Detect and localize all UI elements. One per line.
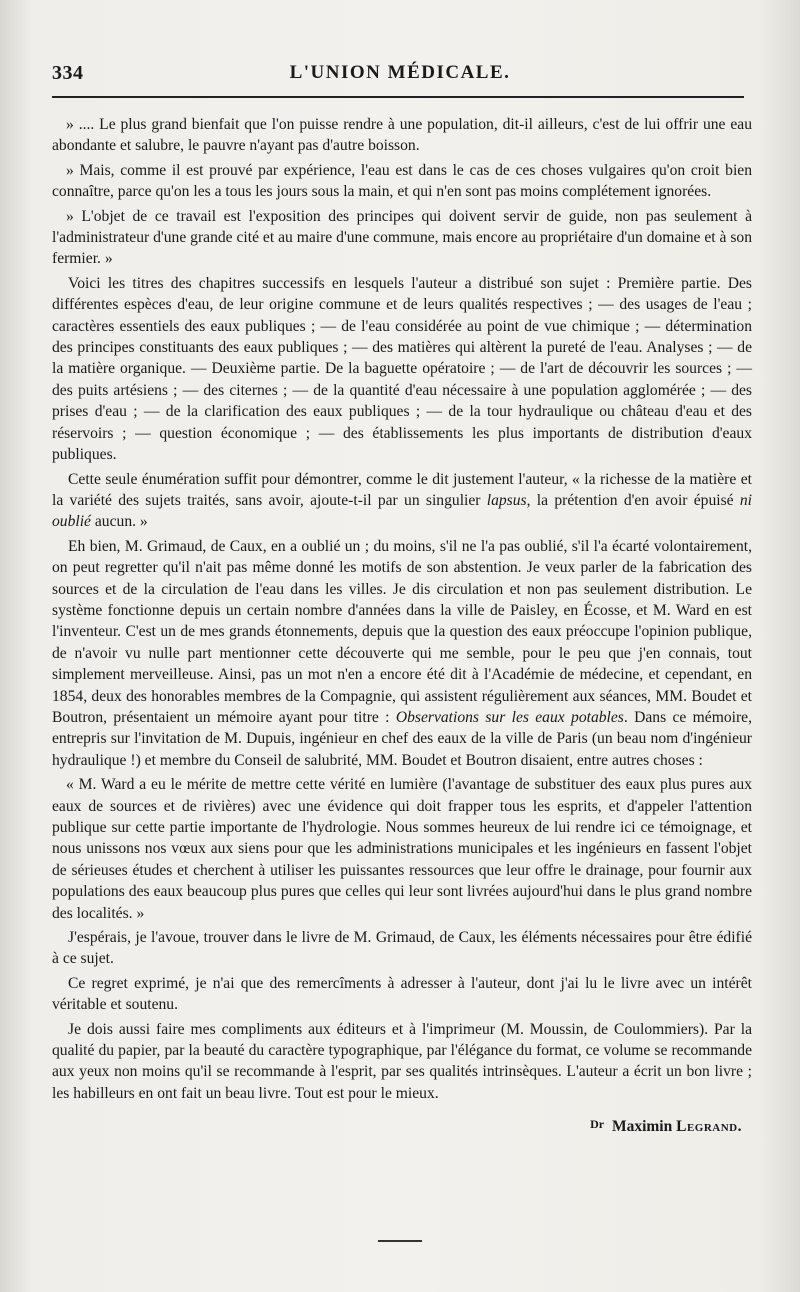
running-title: L'UNION MÉDICALE.: [289, 62, 511, 83]
page-number: 334: [52, 62, 84, 84]
paragraph-quote-3: » L'objet de ce travail est l'exposition des principes qui doivent servir de guide, non pas seulement à l'administrateur d'une grande cité et au maire d'une commune, mais encore au propriétaire d'un domaine et à son fermier. »: [52, 207, 752, 268]
header-rule: [52, 96, 744, 98]
paragraph-boudet-quote: « M. Ward a eu le mérite de mettre cette vérité en lumière (l'avantage de substituer des eaux plus pures aux eaux de sources et de rivières) avec une évidence qui doit frapper tous les esprits, et d'appeler l'attention publique sur cette partie importante de l'hydrologie. Nous sommes heureux de lui rendre ici ce témoignage, et nous unissons nos vœux aux siens pour que les administrations municipales et les ingénieurs en fassent l'objet de sérieuses études et cherchent à utiliser les puissantes ressources que leur offre le drainage, pour fournir aux populations des eaux beaucoup plus pures que celles qui leur sont livrées aujourd'hui dans le plus grand nombre des localités. »: [52, 776, 752, 922]
paragraph-ward-system: [52, 536, 752, 771]
paragraph-compliments: Je dois aussi faire mes compliments aux éditeurs et à l'imprimeur (M. Moussin, de Coulommiers). Par la qualité du papier, par la beauté du caractère typographique, par l'élégance du format, ce volume se recommande aux yeux non moins qu'il se recommande à l'esprit, par ses qualités intrinsèques. L'auteur a écrit un bon livre ; les habilleurs en ont fait un beau livre. Tout est pour le mieux.: [52, 1020, 752, 1102]
enumeration-text-c: aucun. »: [90, 513, 148, 531]
ward-text-a: Eh bien, M. Grimaud, de Caux, en a oublié un ; du moins, s'il ne l'a pas oublié, s'il l'a écarté volontairement, on peut regretter qu'il n'ait pas même donné les motifs de son abstention. Je veux parler de la fabrication des sources et de la circulation de l'eau dans les villes. Je dis circulation et non pas seulement distribution. Le système fonctionne depuis un certain nombre d'années dans la ville de Paisley, en Écosse, et M. Ward en est l'inventeur. C'est un de mes grands étonnements, depuis que la question des eaux préoccupe l'opinion publique, de n'avoir vu nulle part mentionner cette découverte qui me semble, pour le peu que j'en connais, tout simplement merveilleuse. Ainsi, pas un mot n'en a encore été dit à l'Académie de médecine, et cependant, en 1854, deux des honorables membres de la Compagnie, qui assistent régulièrement aux séances, MM. Boudet et Boutron, présentaient un mémoire ayant pour titre :: [52, 537, 752, 726]
author-signature: [52, 1114, 752, 1137]
paragraph-hope: J'espérais, je l'avoue, trouver dans le livre de M. Grimaud, de Caux, les éléments nécessaires pour être édifié à ce sujet.: [52, 929, 752, 968]
enumeration-text-b: , la prétention d'en avoir épuisé: [526, 491, 740, 509]
article-body: [52, 114, 752, 1138]
enumeration-italic-lapsus: lapsus: [486, 491, 527, 509]
signature-first-name: Maximin: [611, 1118, 673, 1136]
signature-title: Dr: [590, 1117, 605, 1132]
signature-last-name: Legrand.: [676, 1118, 742, 1136]
paragraph-enumeration: [52, 469, 752, 533]
enumeration-italic-ni-oublie: ni oublié: [52, 491, 752, 531]
enumeration-text-a: Cette seule énumération suffit pour démontrer, comme le dit justement l'auteur, « la richesse de la matière et la variété des sujets traités, sans avoir, ajoute-t-il par un singulier: [52, 470, 752, 509]
paragraph-regret: Ce regret exprimé, je n'ai que des remercîments à adresser à l'auteur, dont j'ai lu le livre avec un intérêt véritable et soutenu.: [52, 974, 752, 1014]
ward-text-b: . Dans ce mémoire, entrepris sur l'invitation de M. Dupuis, ingénieur en chef des eaux de la ville de Paris (un beau nom d'ingénieur hydraulique !) et membre du Conseil de salubrité, MM. Boudet et Boutron disaient, entre autres choses :: [52, 708, 753, 769]
page-header: [52, 58, 748, 88]
ward-italic-title: Observations sur les eaux potables: [395, 708, 624, 726]
paragraph-chapter-list: Voici les titres des chapitres successifs en lesquels l'auteur a distribué son sujet : Première partie. Des différentes espèces d'eau, de leur origine commune et de leurs qualités respectives ; — des usages de l'eau ; caractères essentiels des eaux publiques ; — de l'eau considérée au point de vue chimique ; — détermination des principes constituants des eaux publiques ; — des matières qui altèrent la pureté de l'eau. Analyses ; — de la matière organique. — Deuxième partie. De la baguette opératoire ; — de l'art de découvrir les sources ; — des puits artésiens ; — des citernes ; — de la quantité d'eau nécessaire à une population agglomérée ; — des prises d'eau ; — de la clarification des eaux publiques ; — de la tour hydraulique ou château d'eau et des réservoirs ; — question économique ; — des établissements les plus importants de distribution d'eaux publiques.: [52, 274, 752, 464]
footer-rule: [378, 1240, 422, 1242]
paragraph-quote-1: » .... Le plus grand bienfait que l'on puisse rendre à une population, dit-il ailleurs, c'est de lui offrir une eau abondante et salubre, le pauvre n'ayant pas d'autre boisson.: [52, 116, 752, 155]
paragraph-quote-2: » Mais, comme il est prouvé par expérience, l'eau est dans le cas de ces choses vulgaires qu'on croit bien connaître, parce qu'on les a tous les jours sous la main, et qui n'en sont pas moins complétement ignorées.: [52, 161, 752, 201]
